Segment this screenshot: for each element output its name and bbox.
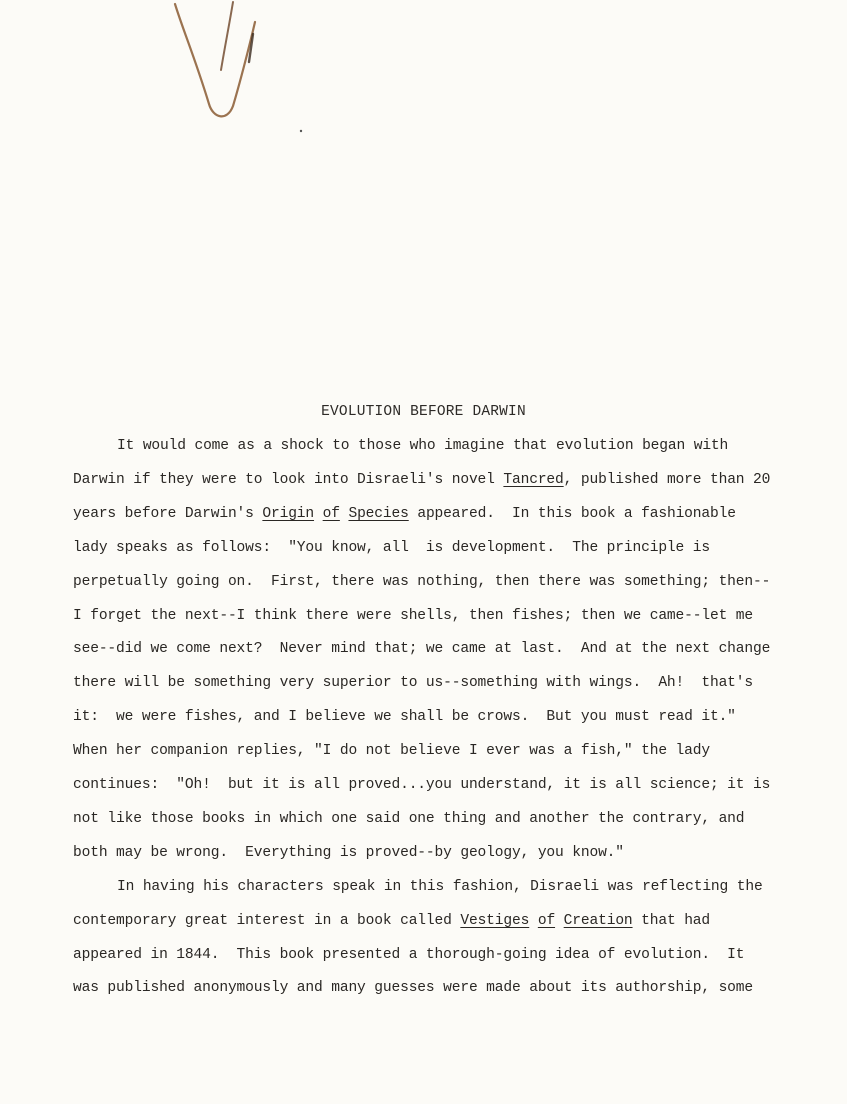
underlined-title-text: of: [537, 912, 556, 929]
text-span: [529, 913, 538, 929]
text-line: [73, 506, 736, 522]
underlined-title-text: Species: [348, 505, 409, 522]
underlined-title-text: Tancred: [503, 471, 564, 488]
text-line: [117, 438, 728, 454]
text-span: years before Darwin's: [73, 505, 263, 522]
text-span: contemporary great interest in a book called: [73, 912, 461, 929]
document-title: EVOLUTION BEFORE DARWIN: [321, 404, 526, 420]
text-span: , published more than 20: [563, 471, 771, 488]
text-span: appeared. In this book a fashionable: [408, 505, 736, 522]
text-span: see--did we come next? Never mind that; we came at last. And at the next change: [73, 641, 771, 658]
text-line: [73, 709, 736, 725]
text-span: In having his characters speak in this fashion, Disraeli was reflecting the: [117, 878, 763, 895]
text-span: it: we were fishes, and I believe we shall be crows. But you must read it.": [73, 709, 736, 726]
text-span: was published anonymously and many guesses were made about its authorship, some: [73, 980, 754, 997]
text-span: there will be something very superior to us--something with wings. Ah! that's: [73, 675, 754, 692]
stray-mark: [298, 128, 304, 134]
paperclip-mark-icon: [165, 0, 275, 130]
text-line: [73, 540, 710, 556]
text-line: [73, 743, 710, 759]
text-span: [555, 913, 564, 929]
underlined-title-text: Origin: [262, 505, 315, 522]
text-line: [73, 608, 753, 624]
text-span: When her companion replies, "I do not believe I ever was a fish," the lady: [73, 743, 710, 760]
text-span: continues: "Oh! but it is all proved...you understand, it is all science; it is: [73, 777, 771, 793]
text-line: [73, 845, 624, 861]
text-span: [314, 506, 323, 522]
text-span: I forget the next--I think there were shells, then fishes; then we came--let me: [73, 607, 754, 624]
text-line: [73, 811, 744, 827]
text-line: [117, 879, 763, 895]
text-span: not like those books in which one said one thing and another the contrary, and: [73, 810, 745, 827]
text-span: lady speaks as follows: "You know, all is development. The principle is: [73, 539, 710, 556]
text-span: that had: [632, 912, 711, 929]
text-line: [73, 641, 770, 657]
text-line: [73, 913, 710, 929]
text-span: Darwin if they were to look into Disraeli's novel: [73, 471, 504, 488]
text-line: [73, 574, 770, 590]
text-line: [73, 777, 770, 793]
underlined-title-text: Vestiges: [460, 912, 530, 929]
text-line: [73, 472, 770, 488]
text-span: It would come as a shock to those who imagine that evolution began with: [117, 438, 729, 454]
text-span: appeared in 1844. This book presented a thorough-going idea of evolution. It: [73, 946, 745, 963]
text-line: [73, 675, 753, 691]
text-span: perpetually going on. First, there was nothing, then there was something; then--: [73, 573, 771, 590]
text-span: both may be wrong. Everything is proved--by geology, you know.": [73, 844, 624, 861]
underlined-title-text: of: [322, 505, 340, 522]
text-line: [73, 947, 744, 963]
text-line: [73, 980, 753, 996]
underlined-title-text: Creation: [563, 912, 633, 929]
